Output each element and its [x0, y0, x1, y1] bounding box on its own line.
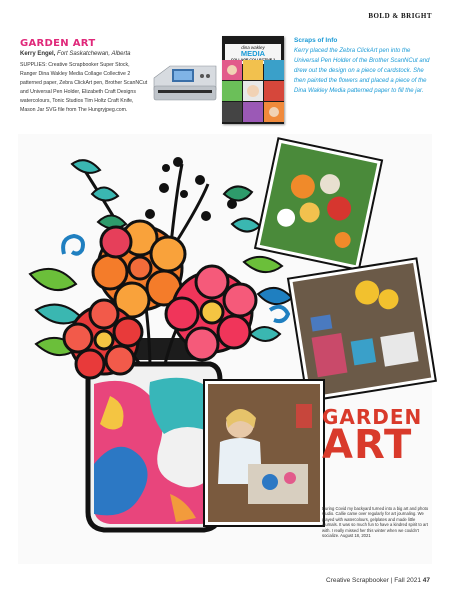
book-title-line1: dina wakley	[241, 45, 265, 50]
page-number: 47	[422, 577, 430, 584]
scrapbook-layout-image	[0, 134, 450, 564]
scraps-heading: Scraps of Info	[294, 37, 338, 44]
supplies-list: SUPPLIES: Creative Scrapbooker Super Stock, Ranger Dina Wakley Media Collage Collective 2 patterned paper, Zebra ClickArt pen, Brother ScanNCut and Universal Pen Holder, Elizabeth Craft Designs watercolours, Tonic Studios Tim Holtz Craft Knife, Mason Jar SVG file from The Hungryjpeg.com.	[20, 62, 148, 114]
layout-title	[322, 405, 423, 468]
scanncut-machine-image	[150, 56, 220, 108]
book-cover-art	[222, 58, 284, 124]
photo-bouquet	[255, 138, 382, 270]
scraps-text: Kerry placed the Zebra ClickArt pen into the Universal Pen Holder of the Brother ScanNCut and drew out the design on a piece of cardstock. She then painted the flowers and placed a piece of the Dina Wakley Media patterned paper to fill the jar.	[294, 47, 430, 94]
section-label: BOLD & BRIGHT	[368, 12, 432, 20]
book-title-line2: MEDIA	[240, 49, 266, 58]
layout-title-line2: ART	[322, 422, 413, 468]
layout-title-line1: GARDEN	[322, 405, 423, 429]
byline	[20, 51, 131, 57]
scraps-of-info-box	[294, 36, 436, 96]
author-location: Fort Saskatchewan, Alberta	[57, 51, 131, 57]
photo-girl-painting	[204, 380, 324, 526]
page-footer: Creative Scrapbooker | Fall 2021 47	[326, 577, 430, 584]
magazine-name: Creative Scrapbooker	[326, 577, 389, 584]
issue-name: Fall 2021	[394, 577, 421, 584]
journaling-text: During Covid my backyard turned into a big art and photo studio. Callie came over regularly for art journaling. We played with watercolours, gelplates and made little journals. It was so much fun to have a kindred spirit to art with. I really missed her this winter when we couldn't socialize. August 18, 2021	[322, 506, 429, 539]
product-book-cover	[222, 36, 284, 124]
author-name: Kerry Engel,	[20, 51, 56, 57]
article-title: GARDEN ART	[20, 38, 96, 49]
